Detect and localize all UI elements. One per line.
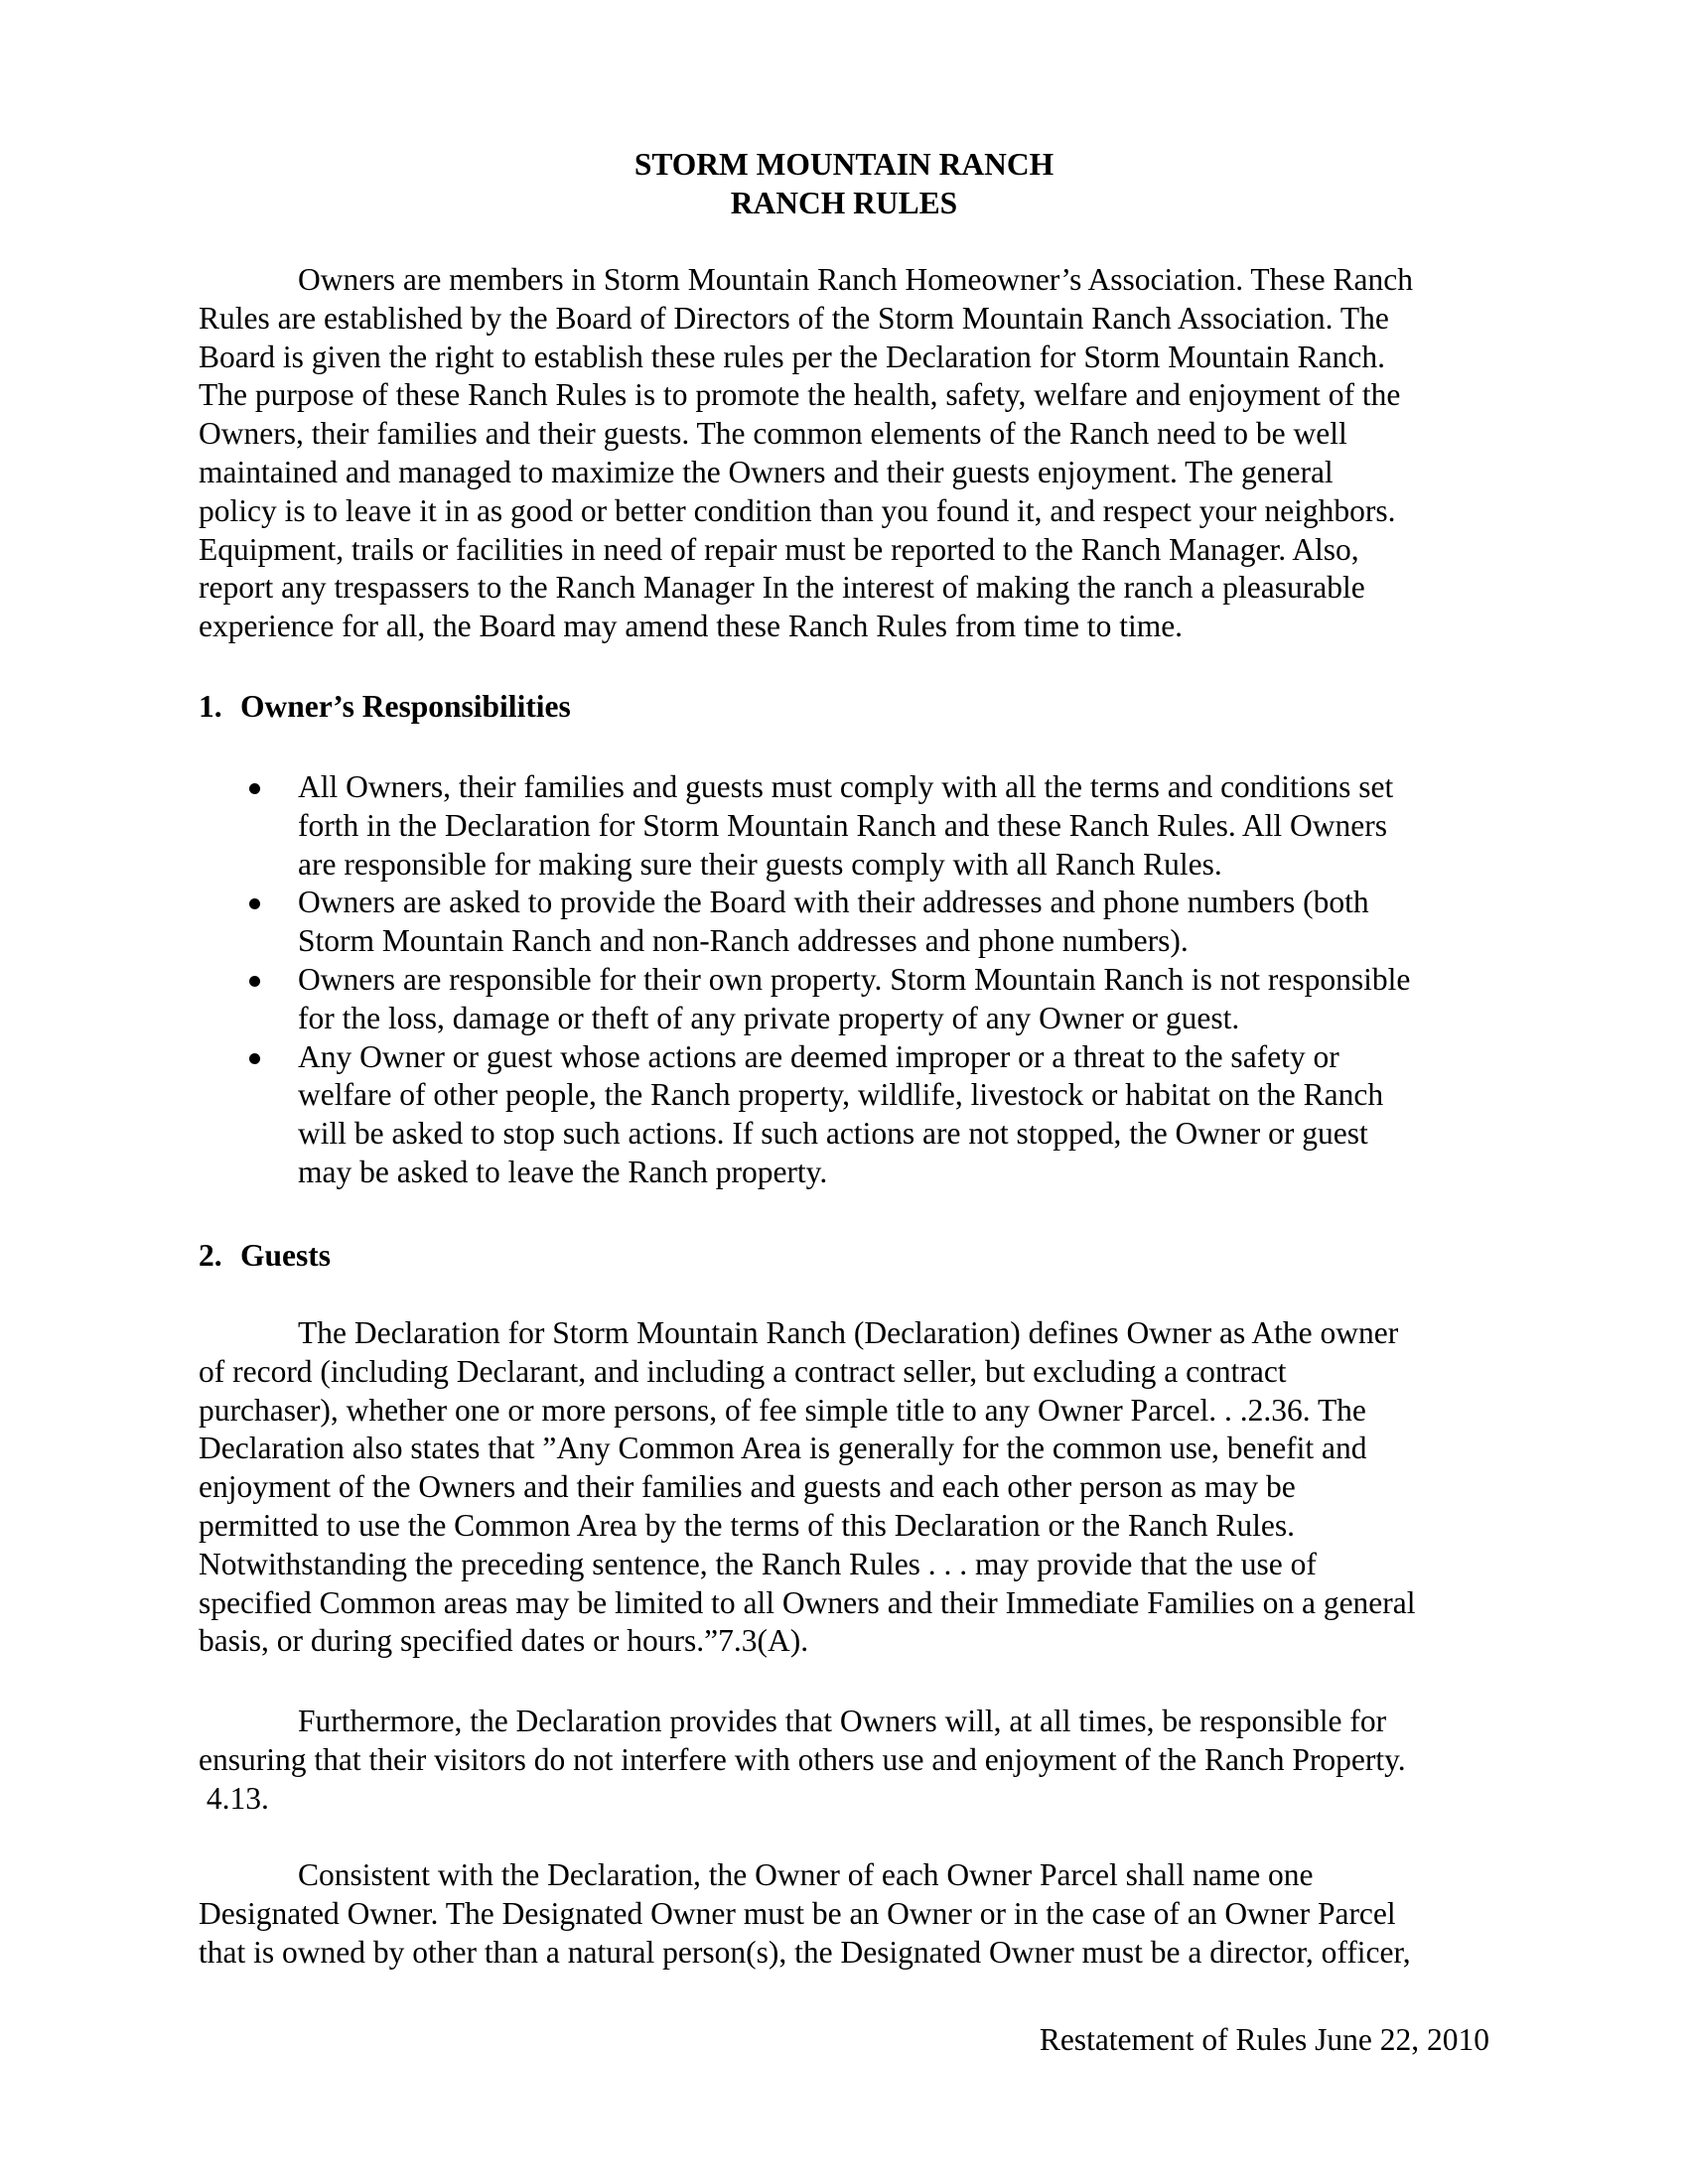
text-line: that is owned by other than a natural person(s), the Designated Owner must be a director, officer, [199,1934,1411,1970]
section-number: 2. [199,1238,222,1273]
text-line: Declaration also states that ”Any Common Area is generally for the common use, benefit and [199,1431,1367,1466]
text-line: purchaser), whether one or more persons, of fee simple title to any Owner Parcel. . .2.36. The [199,1392,1366,1428]
title-line-1: STORM MOUNTAIN RANCH [633,147,1055,182]
bullet-icon [249,783,260,794]
text-line: Storm Mountain Ranch and non-Ranch addresses and phone numbers). [298,923,1189,959]
list-item [199,961,1489,1038]
text-line: for the loss, damage or theft of any private property of any Owner or guest. [298,1000,1240,1035]
page-footer: Restatement of Rules June 22, 2010 [1039,2022,1489,2057]
text-line: The purpose of these Ranch Rules is to promote the health, safety, welfare and enjoyment of the [199,377,1401,413]
text-line: policy is to leave it in as good or better condition than you found it, and respect your neighbors. [199,492,1396,528]
list-item [199,1038,1489,1192]
text-line: specified Common areas may be limited to all Owners and their Immediate Families on a general [199,1584,1416,1620]
text-line: Equipment, trails or facilities in need of repair must be reported to the Ranch Manager. Also, [199,531,1359,567]
text-line: Notwithstanding the preceding sentence, the Ranch Rules . . . may provide that the use of [199,1546,1317,1581]
text-line: Any Owner or guest whose actions are deemed improper or a threat to the safety or [298,1038,1339,1074]
guests-paragraph-1 [199,1314,1489,1661]
text-line: Furthermore, the Declaration provides that Owners will, at all times, be responsible for [298,1704,1387,1738]
text-line: Owners are asked to provide the Board with their addresses and phone numbers (both [298,885,1369,920]
section-heading-guests [199,1237,331,1276]
text-line: enjoyment of the Owners and their families and guests and each other person as may be [199,1469,1296,1505]
text-line: maintained and managed to maximize the Owners and their guests enjoyment. The general [199,454,1334,489]
section-title: Guests [240,1238,332,1273]
text-line: forth in the Declaration for Storm Mountain Ranch and these Ranch Rules. All Owners [298,807,1388,843]
text-line: ensuring that their visitors do not interfere with others use and enjoyment of the Ranch Property. [199,1741,1406,1777]
text-line: are responsible for making sure their guests comply with all Ranch Rules. [298,846,1222,882]
text-line: Board is given the right to establish these rules per the Declaration for Storm Mountain Ranch. [199,339,1385,374]
bullet-icon [249,1053,260,1064]
text-line: The Declaration for Storm Mountain Ranch (Declaration) defines Owner as Athe owner [298,1315,1399,1350]
text-line: basis, or during specified dates or hours.”7.3(A). [199,1623,809,1659]
bullet-icon [249,898,260,909]
section-heading-owners-responsibilities [199,688,571,727]
text-line: report any trespassers to the Ranch Manager In the interest of making the ranch a pleasurable [199,570,1365,606]
text-line: Rules are established by the Board of Directors of the Storm Mountain Ranch Association. The [199,300,1389,336]
bullet-icon [249,976,260,987]
text-line: will be asked to stop such actions. If such actions are not stopped, the Owner or guest [298,1116,1368,1152]
section-title: Owner’s Responsibilities [240,689,571,724]
owners-responsibilities-list [199,768,1489,1192]
text-line: experience for all, the Board may amend these Ranch Rules from time to time. [199,609,1184,644]
text-line: All Owners, their families and guests must comply with all the terms and conditions set [298,769,1394,804]
text-line: Owners are responsible for their own property. Storm Mountain Ranch is not responsible [298,961,1411,997]
text-line: Consistent with the Declaration, the Owner of each Owner Parcel shall name one [298,1857,1314,1892]
text-line: Owners are members in Storm Mountain Ranch Homeowner’s Association. These Ranch [298,262,1413,297]
text-line: permitted to use the Common Area by the terms of this Declaration or the Ranch Rules. [199,1507,1295,1543]
intro-paragraph [199,261,1489,646]
guests-paragraph-2 [199,1703,1489,1818]
text-line: may be asked to leave the Ranch property. [298,1154,828,1189]
text-line: 4.13. [199,1780,269,1816]
text-line: Designated Owner. The Designated Owner must be an Owner or in the case of an Owner Parcel [199,1895,1396,1931]
guests-paragraph-3 [199,1856,1489,1972]
document-title [0,145,1688,222]
text-line: Owners, their families and their guests. The common elements of the Ranch need to be well [199,416,1347,452]
list-item [199,884,1489,961]
list-item [199,768,1489,884]
text-line: of record (including Declarant, and including a contract seller, but excluding a contract [199,1353,1287,1389]
text-line: welfare of other people, the Ranch property, wildlife, livestock or habitat on the Ranch [298,1077,1384,1113]
section-number: 1. [199,689,222,724]
title-line-2: RANCH RULES [730,186,958,220]
